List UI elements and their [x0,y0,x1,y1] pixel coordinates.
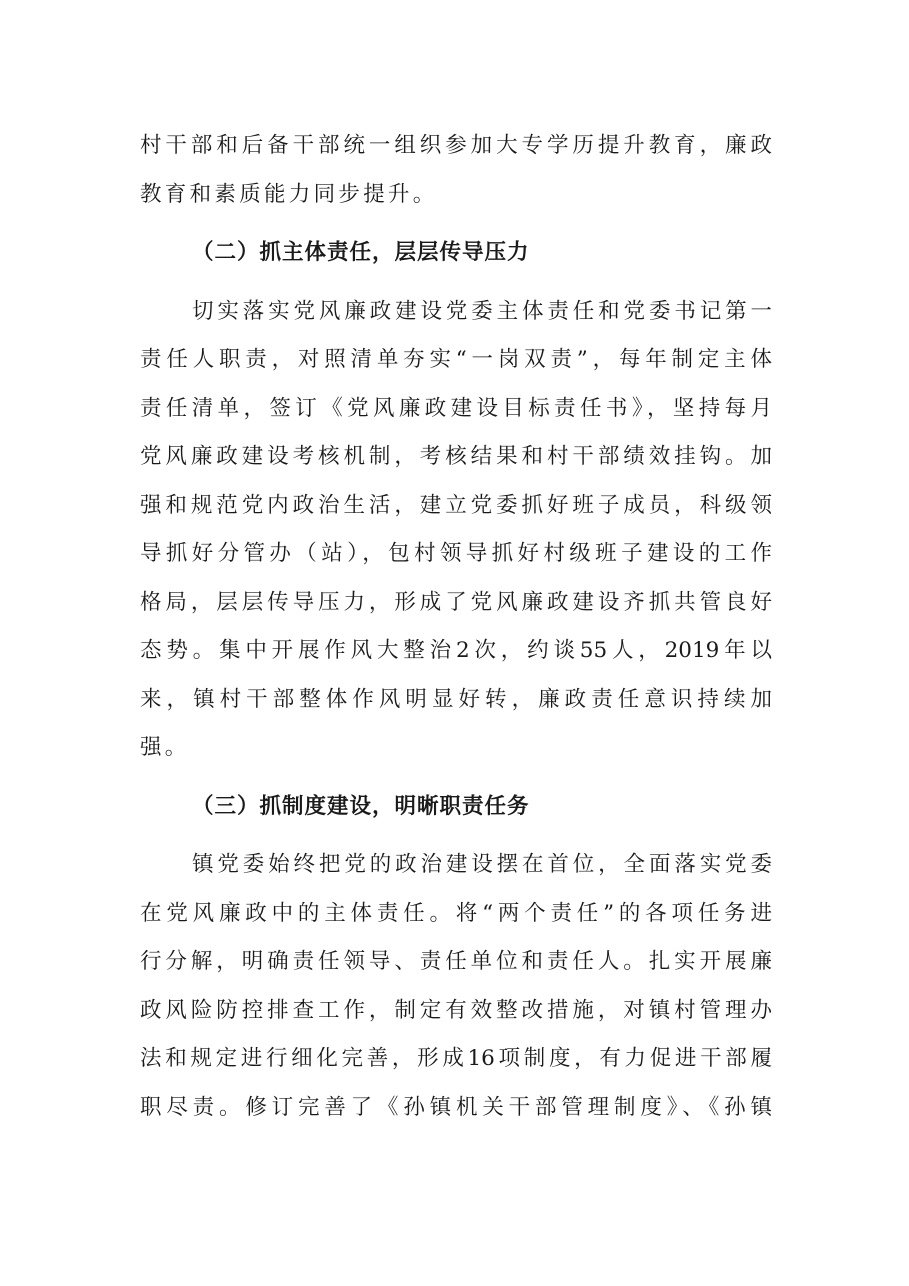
text-line: 态势。集中开展作风大整治2次，约谈55人，2019年以 [140,638,772,663]
document-body [140,122,772,1132]
text-line: 来，镇村干部整体作风明显好转，廉政责任意识持续加 [140,686,772,712]
section-heading-3: （三）抓制度建设，明晰职责任务 [192,793,530,819]
text-line: 法和规定进行细化完善，形成16项制度，有力促进干部履 [140,1046,772,1071]
text-line: 在党风廉政中的主体责任。将“两个责任”的各项任务进 [140,900,772,926]
text-line: 党风廉政建设考核机制，考核结果和村干部绩效挂钩。加 [140,444,772,469]
text-line: 强和规范党内政治生活，建立党委抓好班子成员，科级领 [140,492,772,518]
text-line: 镇党委始终把党的政治建设摆在首位，全面落实党委 [192,852,772,877]
text-line: 村干部和后备干部统一组织参加大专学历提升教育，廉政 [140,133,772,158]
text-line: 责任人职责，对照清单夯实“一岗双责”，每年制定主体 [140,347,772,372]
paragraph-system-building [140,841,772,1132]
text-line: 格局，层层传导压力，形成了党风廉政建设齐抓共管良好 [140,589,772,615]
text-line: 责任清单，签订《党风廉政建设目标责任书》，坚持每月 [140,395,772,421]
text-line: 强。 [140,735,190,760]
text-line: 职尽责。修订完善了《孙镇机关干部管理制度》、《孙镇 [140,1094,772,1120]
text-line: 导抓好分管办（站），包村领导抓好村级班子建设的工作 [140,541,772,566]
paragraph-education [140,122,772,219]
text-line: 教育和素质能力同步提升。 [140,181,438,207]
text-line: 切实落实党风廉政建设党委主体责任和党委书记第一 [192,298,772,324]
text-line: 行分解，明确责任领导、责任单位和责任人。扎实开展廉 [140,949,772,974]
text-line: 政风险防控排查工作，制定有效整改措施，对镇村管理办 [140,997,772,1023]
section-heading-2: （二）抓主体责任，层层传导压力 [192,240,530,265]
paragraph-main-responsibility [140,288,772,773]
